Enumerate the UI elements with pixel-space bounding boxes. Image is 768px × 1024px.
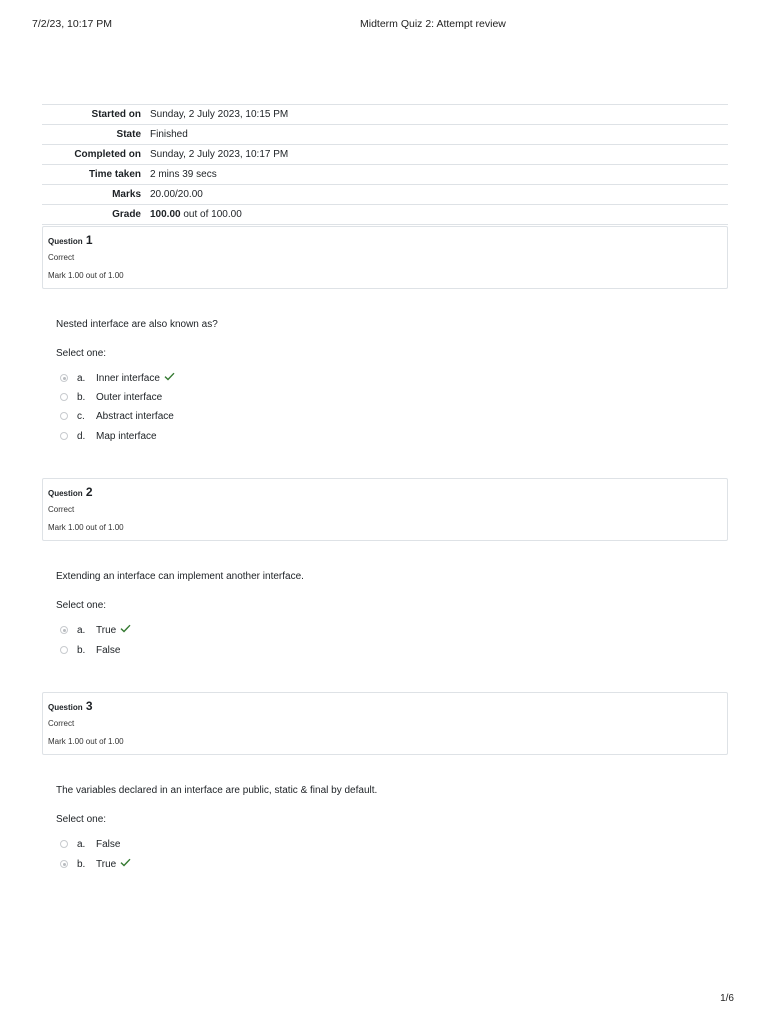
question-number [48, 699, 93, 713]
answer-radio [60, 374, 68, 382]
answer-option [60, 643, 120, 657]
summary-value: 2 mins 39 secs [150, 169, 217, 180]
select-one-prompt: Select one: [56, 348, 107, 359]
summary-value: Finished [150, 129, 188, 140]
answer-label: Abstract interface [96, 410, 174, 422]
question-number [48, 233, 93, 247]
summary-label: Grade [112, 209, 141, 220]
answer-radio [60, 840, 68, 848]
summary-row [42, 185, 728, 205]
print-header [0, 18, 768, 32]
question-state: Correct [48, 253, 75, 262]
question-number-value: 1 [85, 233, 93, 247]
question-prefix: Question [48, 703, 83, 712]
summary-label: State [116, 129, 141, 140]
answer-radio [60, 393, 68, 401]
page-number: 1/6 [720, 993, 734, 1004]
answer-letter: b. [77, 858, 86, 870]
answer-letter: c. [77, 410, 85, 422]
question-text: Nested interface are also known as? [56, 319, 218, 330]
answer-option [60, 390, 162, 404]
answer-option [60, 371, 175, 385]
summary-label: Marks [112, 189, 141, 200]
check-icon [120, 624, 131, 636]
print-datetime: 7/2/23, 10:17 PM [32, 18, 112, 30]
question-prefix: Question [48, 237, 83, 246]
question-grade: Mark 1.00 out of 1.00 [48, 271, 124, 280]
question-text: Extending an interface can implement another interface. [56, 571, 304, 582]
select-one-prompt: Select one: [56, 814, 107, 825]
answer-radio [60, 626, 68, 634]
answer-label: Outer interface [96, 391, 163, 403]
question-info-1 [42, 226, 728, 289]
question-number [48, 485, 93, 499]
summary-row [42, 145, 728, 165]
summary-label: Completed on [74, 149, 141, 160]
answer-radio [60, 646, 68, 654]
question-state: Correct [48, 505, 75, 514]
summary-value: Sunday, 2 July 2023, 10:17 PM [150, 149, 289, 160]
answer-radio [60, 412, 68, 420]
answer-radio [60, 860, 68, 868]
answer-label: Inner interface [96, 372, 160, 384]
answer-letter: b. [77, 644, 86, 656]
select-one-prompt: Select one: [56, 600, 107, 611]
answer-radio [60, 432, 68, 440]
summary-label: Time taken [88, 169, 141, 180]
answer-option [60, 409, 174, 423]
summary-value [149, 205, 728, 225]
answer-letter: d. [77, 430, 86, 442]
grade-out-of: out of 100.00 [180, 209, 242, 220]
answer-label: True [96, 624, 117, 636]
answer-option [60, 837, 120, 851]
answer-letter: a. [77, 372, 86, 384]
check-icon [164, 372, 175, 384]
question-state: Correct [48, 719, 75, 728]
answer-label: True [96, 858, 117, 870]
attempt-summary-table [42, 104, 728, 225]
summary-value: 20.00/20.00 [150, 189, 203, 200]
check-icon [120, 858, 131, 870]
question-text: The variables declared in an interface are public, static & final by default. [56, 785, 378, 796]
question-number-value: 2 [85, 485, 93, 499]
summary-value: Sunday, 2 July 2023, 10:15 PM [150, 109, 289, 120]
answer-letter: b. [77, 391, 86, 403]
summary-row [42, 125, 728, 145]
summary-row [42, 165, 728, 185]
question-info-2 [42, 478, 728, 541]
answer-letter: a. [77, 838, 86, 850]
question-prefix: Question [48, 489, 83, 498]
print-page-title: Midterm Quiz 2: Attempt review [360, 18, 506, 30]
answer-label: False [96, 838, 121, 850]
question-grade: Mark 1.00 out of 1.00 [48, 523, 124, 532]
question-grade: Mark 1.00 out of 1.00 [48, 737, 124, 746]
question-number-value: 3 [85, 699, 93, 713]
grade-value: 100.00 [150, 209, 181, 220]
question-info-3 [42, 692, 728, 755]
answer-option [60, 623, 131, 637]
summary-row [42, 105, 728, 125]
summary-row [42, 205, 728, 225]
answer-letter: a. [77, 624, 86, 636]
summary-label: Started on [91, 109, 141, 120]
answer-label: Map interface [96, 430, 157, 442]
answer-option [60, 857, 131, 871]
answer-label: False [96, 644, 121, 656]
answer-option [60, 429, 157, 443]
